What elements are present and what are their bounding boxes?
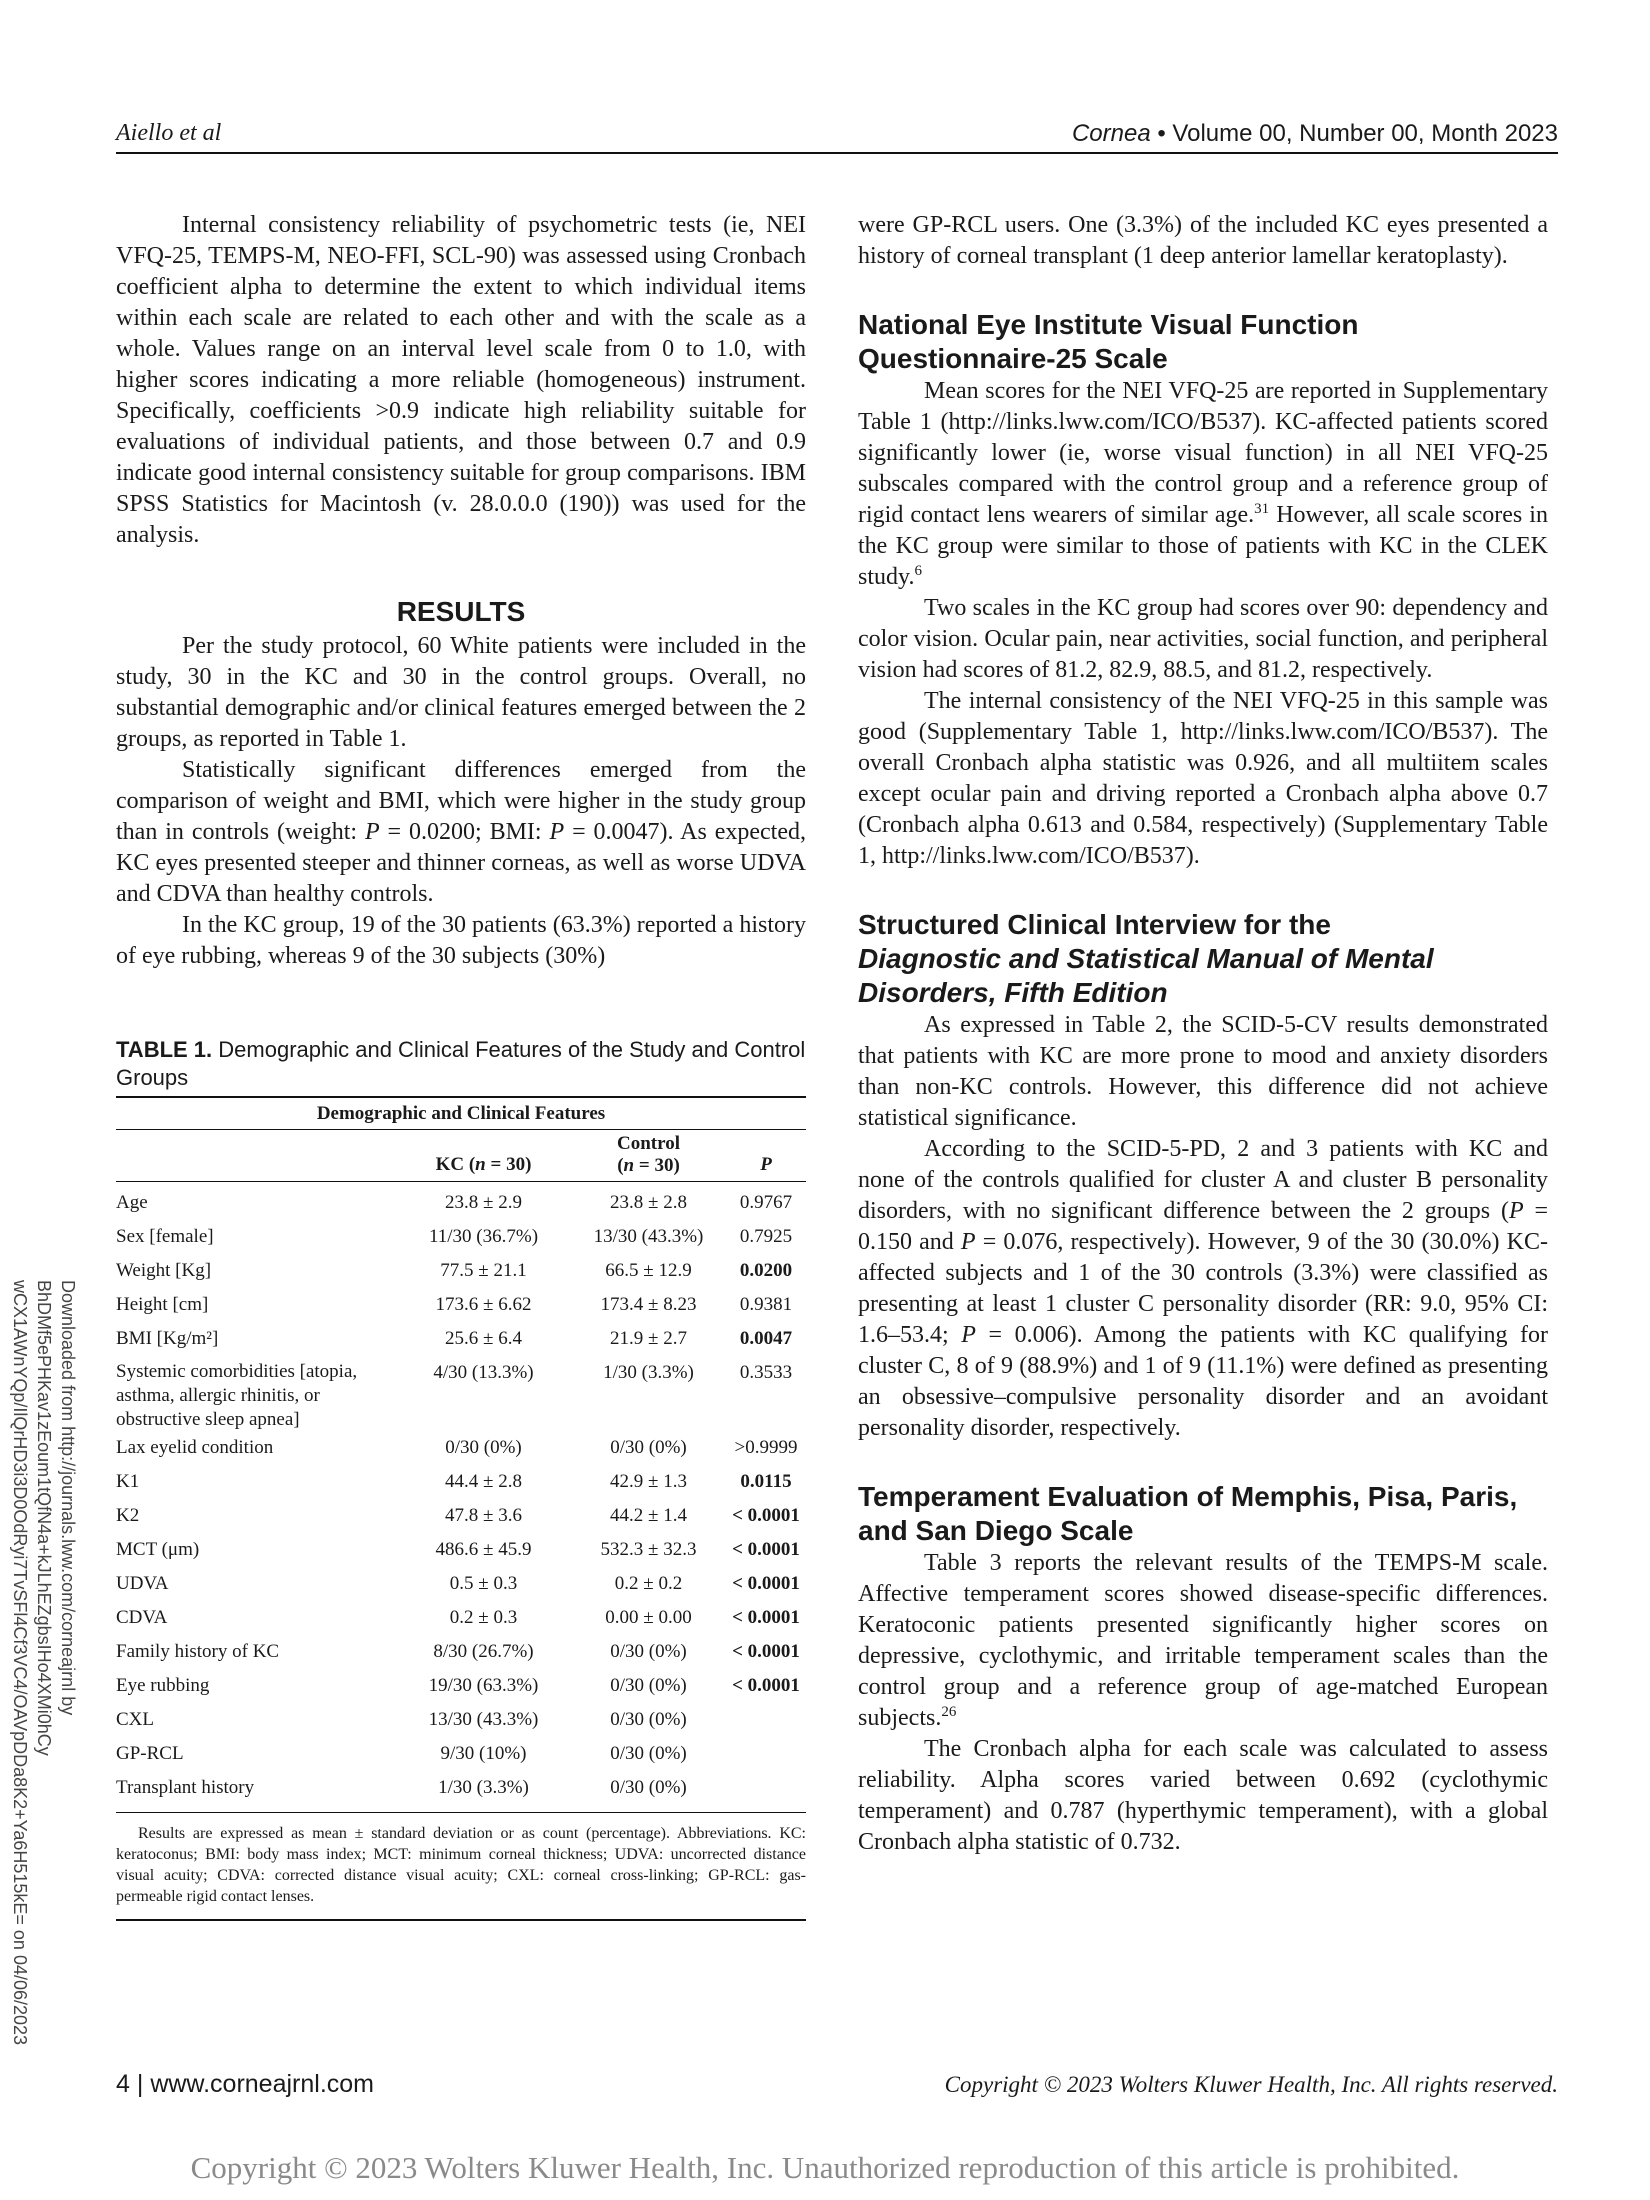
p-symbol: P — [364, 819, 380, 845]
paragraph-scid-2 — [858, 1134, 1548, 1444]
citation: 6 — [914, 563, 922, 579]
row-kc-value: 25.6 ± 6.4 — [445, 1328, 522, 1349]
header-p — [726, 1130, 806, 1182]
row-control-value: 0/30 (0%) — [610, 1709, 687, 1730]
footer-copyright: Copyright © 2023 Wolters Kluwer Health, Inc. All rights reserved. — [944, 2072, 1558, 2097]
table-row — [116, 1221, 806, 1255]
row-kc-value: 486.6 ± 45.9 — [435, 1539, 532, 1560]
row-label: BMI [Kg/m²] — [116, 1328, 219, 1349]
table-row — [116, 1704, 806, 1738]
table-row — [116, 1466, 806, 1500]
row-control-value: 42.9 ± 1.3 — [610, 1471, 687, 1492]
table-row — [116, 1534, 806, 1568]
text-segment: = 0.0200; BMI: — [379, 819, 550, 845]
table-row — [116, 1738, 806, 1772]
text-segment: = 0.0047). As expected, KC eyes presented steeper and thinner corneas, as well as worse UDVA and CDVA than healthy controls. — [116, 819, 806, 907]
text-segment: ( — [617, 1155, 624, 1176]
text-segment: Control — [617, 1133, 680, 1154]
table-row — [116, 1500, 806, 1534]
table-group-header — [116, 1097, 806, 1130]
text-segment: Structured Clinical Interview for the — [858, 909, 1331, 940]
row-control-value: 21.9 ± 2.7 — [610, 1328, 687, 1349]
n-symbol: n — [623, 1155, 635, 1176]
heading-temps: Temperament Evaluation of Memphis, Pisa, Paris, and San Diego Scale — [858, 1481, 1518, 1546]
row-kc-value: 11/30 (36.7%) — [428, 1226, 539, 1247]
left-column — [116, 210, 806, 1921]
row-label: Transplant history — [116, 1772, 396, 1813]
p-symbol: P — [1508, 1198, 1524, 1224]
row-p-value — [726, 1772, 806, 1813]
row-control-value: 173.4 ± 8.23 — [600, 1294, 697, 1315]
row-control-value: 66.5 ± 12.9 — [605, 1260, 692, 1281]
row-kc-value: 173.6 ± 6.62 — [435, 1294, 532, 1315]
journal-website-link[interactable]: www.corneajrnl.com — [150, 2070, 374, 2098]
download-notice-line-1: Downloaded from http://journals.lww.com/corneajrnl by BhDMf5ePHKav1zEoum1tQfN4a+kJLhEZgbsIHo4XMi0hCy — [34, 1280, 78, 1756]
row-control-value: 532.3 ± 32.3 — [600, 1539, 697, 1560]
row-p-value: 0.0047 — [739, 1328, 793, 1349]
row-p-value: 0.0115 — [740, 1471, 792, 1492]
p-symbol: P — [960, 1229, 976, 1255]
running-author: Aiello et al — [116, 120, 222, 146]
journal-name: Cornea — [1071, 120, 1151, 147]
table-row — [116, 1323, 806, 1357]
table-label: TABLE 1. — [116, 1037, 213, 1062]
table-footnote: Results are expressed as mean ± standard deviation or as count (percentage). Abbreviations. KC: keratoconus; BMI: body mass index; MCT: minimum corneal thickness; UDVA: uncorrected distance visual acuity; CDVA: corrected distance visual acuity; CXL: corneal cross-linking; GP-RCL: gas-permeable rigid contact lenses. — [116, 1823, 806, 1921]
heading-nei-vfq: National Eye Institute Visual Function Questionnaire-25 Scale — [858, 309, 1359, 374]
text-segment: = 30) — [634, 1155, 680, 1176]
header-separator: • — [1157, 120, 1166, 147]
text-segment: Mean scores for the NEI VFQ-25 are reported in Supplementary Table 1 (http://links.lww.com/ICO/B537). KC-affected patients scored significantly lower (ie, worse visual function) in all NEI VFQ-25 subscales compared with the control group and a reference group of rigid contact lens wearers of similar age. — [858, 378, 1548, 528]
text-segment: = 0.076, respectively). However, 9 of the 30 (30.0%) KC-affected subjects and 1 of the 30 controls (3.3%) were classified as presenting at least 1 cluster C personality disorder (RR: 9.0, 95% CI: 1.6–53.4; — [858, 1229, 1549, 1348]
copyright-watermark: Copyright © 2023 Wolters Kluwer Health, Inc. Unauthorized reproduction of this article is prohibited. — [190, 2150, 1460, 2185]
row-p-value: 0.9767 — [739, 1192, 793, 1213]
table-row — [116, 1255, 806, 1289]
row-control-value: 23.8 ± 2.8 — [610, 1192, 687, 1213]
row-control-value: 44.2 ± 1.4 — [610, 1505, 687, 1526]
table-row — [116, 1182, 806, 1222]
paragraph-nei-3: The internal consistency of the NEI VFQ-25 in this sample was good (Supplementary Table 1, http://links.lww.com/ICO/B537). The overall Cronbach alpha statistic was 0.926, and all multiitem scales except ocular pain and driving reported a Cronbach alpha above 0.7 (Cronbach alpha 0.613 and 0.584, respectively) (Supplementary Table 1, http://links.lww.com/ICO/B537). — [858, 688, 1548, 869]
text-segment: However, all scale scores in the KC group were similar to those of patients with KC in the CLEK study. — [858, 502, 1548, 590]
row-kc-value: 47.8 ± 3.6 — [445, 1505, 522, 1526]
download-notice — [8, 1280, 80, 2180]
row-control-value: 0/30 (0%) — [610, 1437, 687, 1458]
paragraph-nei-1 — [858, 376, 1548, 593]
row-p-value: < 0.0001 — [732, 1505, 800, 1526]
right-column — [858, 210, 1548, 1858]
row-kc-value: 1/30 (3.3%) — [396, 1772, 571, 1813]
results-heading: RESULTS — [396, 596, 526, 627]
row-label: Age — [116, 1192, 148, 1213]
volume-info: Volume 00, Number 00, Month 2023 — [1172, 120, 1558, 147]
row-p-value — [726, 1738, 806, 1772]
row-kc-value: 77.5 ± 21.1 — [440, 1260, 527, 1281]
header-control — [571, 1130, 726, 1182]
table-row — [116, 1568, 806, 1602]
row-kc-value: 9/30 (10%) — [440, 1743, 527, 1764]
paragraph-nei-2: Two scales in the KC group had scores over 90: dependency and color vision. Ocular pain, near activities, social function, and peripheral vision had scores of 81.2, 82.9, 88.5, and 81.2, respectively. — [858, 595, 1548, 683]
row-label: CDVA — [116, 1607, 168, 1628]
row-p-value: >0.9999 — [734, 1437, 798, 1458]
table-row — [116, 1670, 806, 1704]
row-p-value: 0.9381 — [739, 1294, 793, 1315]
row-label: CXL — [116, 1709, 154, 1730]
row-label: Systemic comorbidities [atopia, asthma, allergic rhinitis, or obstructive sleep apnea] — [116, 1361, 358, 1430]
row-p-value: < 0.0001 — [732, 1539, 800, 1560]
header-rule — [116, 152, 1558, 154]
group-header-cell: Demographic and Clinical Features — [116, 1097, 806, 1130]
paragraph-continued: were GP-RCL users. One (3.3%) of the included KC eyes presented a history of corneal transplant (1 deep anterior lamellar keratoplasty). — [858, 212, 1548, 269]
row-p-value: < 0.0001 — [732, 1641, 800, 1662]
table-row — [116, 1289, 806, 1323]
row-control-value: 0/30 (0%) — [571, 1772, 726, 1813]
table-title: Demographic and Clinical Features of the Study and Control Groups — [116, 1037, 806, 1090]
table-row — [116, 1636, 806, 1670]
row-label: K2 — [116, 1505, 140, 1526]
table-grid — [116, 1096, 806, 1813]
row-kc-value: 44.4 ± 2.8 — [445, 1471, 522, 1492]
footer-divider: | — [136, 2070, 144, 2098]
header-feature — [116, 1130, 396, 1182]
row-p-value: 0.0200 — [739, 1260, 793, 1281]
page-number: 4 — [116, 2070, 130, 2098]
download-notice-line-2: wCX1AWnYQp/IlQrHD3i3D0OdRyi7TvSFl4Cf3VC4/OAVpDDa8K2+Ya6H515kE= on 04/06/2023 — [10, 1280, 30, 2046]
row-p-value: < 0.0001 — [732, 1675, 800, 1696]
row-p-value: < 0.0001 — [732, 1573, 800, 1594]
table-row — [116, 1772, 806, 1813]
row-kc-value: 13/30 (43.3%) — [428, 1709, 539, 1730]
paragraph-reliability: Internal consistency reliability of psychometric tests (ie, NEI VFQ-25, TEMPS-M, NEO-FFI, SCL-90) was assessed using Cronbach coefficient alpha to determine the extent to which individual items within each scale are related to each other and with the scale as a whole. Values range on an interval level scale from 0 to 1.0, with higher scores indicating a more reliable (homogeneous) instrument. Specifically, coefficients >0.9 indicate high reliability suitable for evaluations of individual patients, and those between 0.7 and 0.9 indicate good internal consistency suitable for group comparisons. IBM SPSS Statistics for Macintosh (v. 28.0.0.0 (190)) was used for the analysis. — [116, 212, 806, 548]
text-segment: = 0.006). Among the patients with KC qualifying for cluster C, 8 of 9 (88.9%) and 1 of 9 (11.1%) were defined as presenting an obsessive–compulsive personality disorder and an avoidant personality disorder, respectively. — [858, 1322, 1549, 1441]
table-row — [116, 1432, 806, 1466]
row-label: Eye rubbing — [116, 1675, 210, 1696]
row-label: GP-RCL — [116, 1743, 184, 1764]
row-label: Sex [female] — [116, 1226, 214, 1247]
row-label: Lax eyelid condition — [116, 1437, 274, 1458]
row-p-value: 0.3533 — [739, 1362, 793, 1383]
citation: 26 — [941, 1704, 957, 1720]
row-p-value: 0.7925 — [739, 1226, 793, 1247]
row-label: Weight [Kg] — [116, 1260, 212, 1281]
row-label: Family history of KC — [116, 1641, 280, 1662]
text-segment: Statistically significant differences emerged from the comparison of weight and BMI, which were higher in the study group than in controls (weight: — [116, 757, 806, 845]
table-1 — [116, 1036, 806, 1921]
row-p-value: < 0.0001 — [732, 1607, 800, 1628]
page-footer-left — [116, 2070, 374, 2099]
row-kc-value: 0.2 ± 0.3 — [449, 1607, 518, 1628]
row-control-value: 0/30 (0%) — [610, 1675, 687, 1696]
header-kc — [396, 1130, 571, 1182]
n-symbol: n — [475, 1154, 486, 1175]
table-row — [116, 1357, 806, 1432]
p-symbol: P — [760, 1154, 772, 1175]
paragraph-results-1: Per the study protocol, 60 White patients were included in the study, 30 in the KC and 30 in the control groups. Overall, no substantial demographic and/or clinical features emerged between the 2 groups, as reported in Table 1. — [116, 633, 806, 752]
row-control-value: 0/30 (0%) — [610, 1641, 687, 1662]
table-caption — [116, 1036, 806, 1092]
row-kc-value: 19/30 (63.3%) — [428, 1675, 539, 1696]
row-kc-value: 23.8 ± 2.9 — [445, 1192, 522, 1213]
row-label: UDVA — [116, 1573, 169, 1594]
p-symbol: P — [961, 1322, 976, 1348]
paragraph-temps-1 — [858, 1548, 1548, 1734]
paragraph-results-3: In the KC group, 19 of the 30 patients (63.3%) reported a history of eye rubbing, whereas 9 of the 30 subjects (30%) — [116, 912, 806, 969]
running-journal — [1072, 120, 1558, 148]
table-body — [116, 1182, 806, 1813]
row-kc-value: 0.5 ± 0.3 — [449, 1573, 518, 1594]
citation: 31 — [1254, 501, 1270, 517]
text-segment: Diagnostic and Statistical Manual of Mental Disorders, Fifth Edition — [858, 943, 1434, 1008]
row-control-value: 0.2 ± 0.2 — [614, 1573, 683, 1594]
row-control-value: 0.00 ± 0.00 — [605, 1607, 692, 1628]
row-p-value — [726, 1704, 806, 1738]
row-kc-value: 8/30 (26.7%) — [433, 1641, 534, 1662]
row-label: Height [cm] — [116, 1294, 209, 1315]
row-control-value: 1/30 (3.3%) — [603, 1362, 694, 1383]
table-row — [116, 1602, 806, 1636]
text-segment: Table 3 reports the relevant results of the TEMPS-M scale. Affective temperament scores showed disease-specific differences. Keratoconic patients presented significantly higher scores on depressive, cyclothymic, and irritable temperament scales than the control group and a reference group of age-matched European subjects. — [858, 1550, 1548, 1731]
text-segment: = 0.150 and — [858, 1198, 1548, 1255]
paragraph-results-2 — [116, 755, 806, 910]
table-column-headers — [116, 1130, 806, 1182]
text-segment: KC ( — [435, 1154, 476, 1175]
paragraph-scid-1: As expressed in Table 2, the SCID-5-CV results demonstrated that patients with KC are more prone to mood and anxiety disorders than non-KC controls. However, this difference did not achieve statistical significance. — [858, 1012, 1548, 1131]
row-label: MCT (μm) — [116, 1539, 200, 1560]
p-symbol: P — [549, 819, 565, 845]
row-control-value: 13/30 (43.3%) — [593, 1226, 704, 1247]
row-control-value: 0/30 (0%) — [610, 1743, 687, 1764]
row-kc-value: 0/30 (0%) — [445, 1437, 522, 1458]
paragraph-temps-2: The Cronbach alpha for each scale was calculated to assess reliability. Alpha scores varied between 0.692 (cyclothymic temperament) and 0.787 (hyperthymic temperament), with a global Cronbach alpha statistic of 0.732. — [858, 1736, 1548, 1855]
text-segment: According to the SCID-5-PD, 2 and 3 patients with KC and none of the controls qualified for cluster A and cluster B personality disorders, with no significant difference between the 2 groups ( — [858, 1136, 1548, 1224]
text-segment: = 30) — [485, 1154, 532, 1175]
row-kc-value: 4/30 (13.3%) — [433, 1362, 534, 1383]
row-label: K1 — [116, 1471, 140, 1492]
heading-scid — [858, 908, 1548, 1010]
